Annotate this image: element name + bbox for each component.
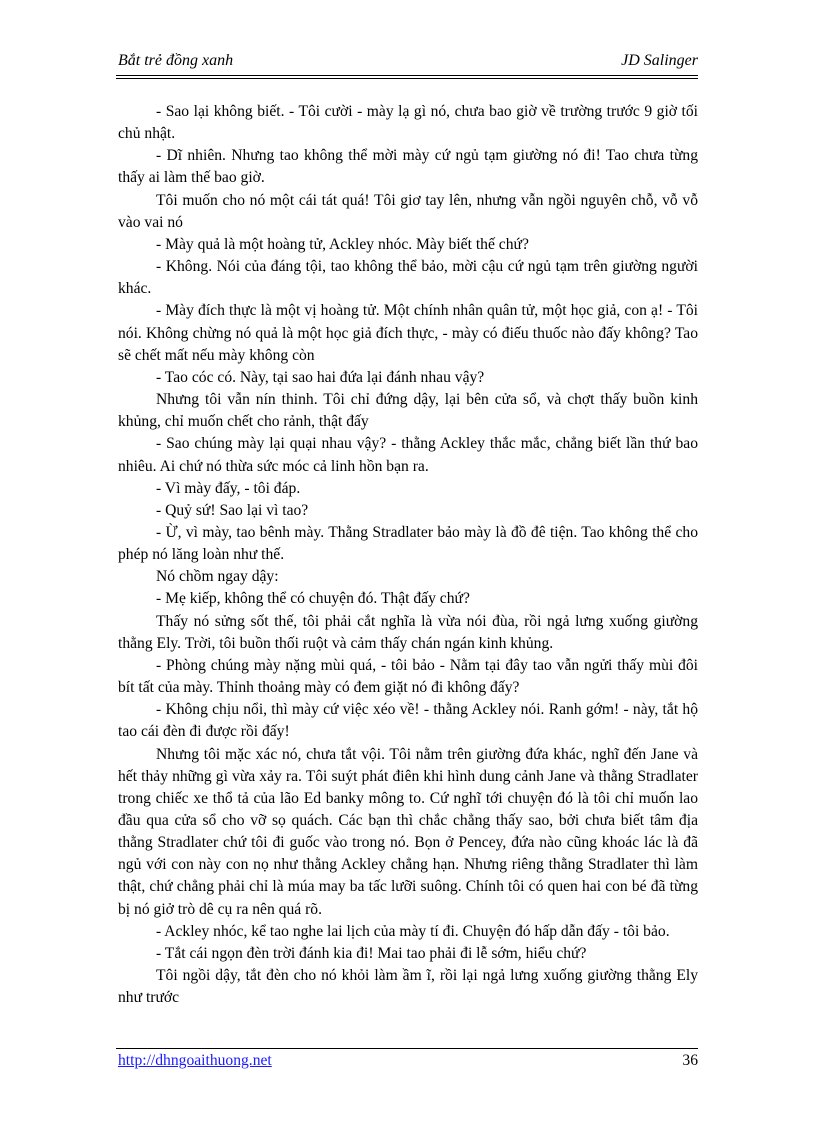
paragraph: - Mày quả là một hoàng tử, Ackley nhóc. Mày biết thế chứ? (156, 235, 529, 253)
paragraph: - Phòng chúng mày nặng mùi quá, - tôi bảo - Nằm tại đây tao vẫn ngửi thấy mùi đôi bít tất của mày. Thỉnh thoảng mày có đem giặt nó đi không đấy? (118, 656, 698, 697)
paragraph: Tôi muốn cho nó một cái tát quá! Tôi giơ tay lên, nhưng vẫn ngồi nguyên chỗ, vỗ vỗ vào vai nó (118, 191, 698, 231)
footer-rule (116, 1048, 698, 1049)
paragraph: - Tắt cái ngọn đèn trời đánh kia đi! Mai tao phải đi lễ sớm, hiểu chứ? (156, 944, 587, 962)
paragraph: - Không. Nói của đáng tội, tao không thể bảo, mời cậu cứ ngủ tạm trên giường người khác. (118, 258, 698, 298)
paragraph: - Dĩ nhiên. Nhưng tao không thể mời mày cứ ngủ tạm giường nó đi! Tao chưa từng thấy ai làm thế bao giờ. (118, 147, 698, 187)
page-footer (118, 1052, 698, 1074)
page-body (118, 101, 698, 1009)
paragraph: - Vì mày đấy, - tôi đáp. (156, 479, 301, 497)
paragraph: - Không chịu nổi, thì mày cứ việc xéo về! - thằng Ackley nói. Ranh gớm! - này, tắt hộ tao cái đèn đi được rồi đấy! (118, 701, 698, 741)
paragraph: Thấy nó sửng sốt thế, tôi phải cắt nghĩa là vừa nói đùa, rồi ngả lưng xuống giường thằng Ely. Trời, tôi buồn thối ruột và cảm thấy chán ngán kinh khủng. (118, 612, 698, 652)
book-title: Bắt trẻ đồng xanh (118, 52, 234, 69)
paragraph: - Tao cóc có. Này, tại sao hai đứa lại đánh nhau vậy? (156, 368, 485, 386)
page-number: 36 (682, 1052, 698, 1069)
paragraph: - Quỷ sứ! Sao lại vì tao? (156, 501, 309, 519)
paragraph: - Ackley nhóc, kể tao nghe lai lịch của mày tí đi. Chuyện đó hấp dẫn đấy - tôi bảo. (156, 922, 670, 940)
website-link[interactable]: http://dhngoaithuong.net (118, 1052, 272, 1069)
page-header (118, 52, 698, 74)
paragraph: - Mẹ kiếp, không thể có chuyện đó. Thật đấy chứ? (156, 590, 470, 608)
header-rule (116, 75, 698, 79)
paragraph: Nhưng tôi vẫn nín thinh. Tôi chỉ đứng dậy, lại bên cửa sổ, và chợt thấy buồn kinh khủng, chỉ muốn chết cho rảnh, thật đấy (118, 391, 698, 431)
paragraph: - Sao chúng mày lại quại nhau vậy? - thằng Ackley thắc mắc, chẳng biết lần thứ bao nhiêu. Ai chứ nó thừa sức móc cả linh hồn bạn ra. (118, 435, 698, 475)
author-name: JD Salinger (621, 52, 698, 69)
paragraph: Tôi ngồi dậy, tắt đèn cho nó khỏi làm ầm ĩ, rồi lại ngả lưng xuống giường thằng Ely như trước (118, 967, 698, 1007)
paragraph: - Mày đích thực là một vị hoàng tử. Một chính nhân quân tử, một học giả, con ạ! - Tôi nói. Không chừng nó quả là một học giả đích thực, - mày có điếu thuốc nào đấy không? Tao sẽ chết mất nếu mày không còn (118, 302, 698, 364)
paragraph: Nhưng tôi mặc xác nó, chưa tắt vội. Tôi nằm trên giường đứa khác, nghĩ đến Jane và hết thảy những gì vừa xảy ra. Tôi suýt phát điên khi hình dung cảnh Jane và thằng Stradlater trong chiếc xe thổ tả của lão Ed banky mông to. Cứ nghĩ tới chuyện đó là tôi chỉ muốn lao đầu qua cửa sổ cho vỡ sọ quách. Các bạn thì chắc chẳng thấy sao, bởi chưa biết tâm địa thằng Stradlater chứ tôi đi guốc vào trong nó. Bọn ở Pencey, đứa nào cũng khoác lác là đã ngủ với con này con nọ như thằng Ackley chẳng hạn. Nhưng riêng thằng Stradlater thì làm thật, chứ chẳng phải chỉ là múa may ba tấc lưỡi suông. Chính tôi có quen hai con bé đã từng bị nó giở trò dê cụ ra nên quá rõ. (118, 745, 698, 918)
paragraph: - Sao lại không biết. - Tôi cười - mày lạ gì nó, chưa bao giờ về trường trước 9 giờ tối chủ nhật. (118, 103, 698, 143)
paragraph: - Ừ, vì mày, tao bênh mày. Thằng Stradlater bảo mày là đồ đê tiện. Tao không thể cho phép nó lăng loàn như thế. (118, 523, 698, 564)
paragraph: Nó chồm ngay dậy: (156, 568, 279, 586)
